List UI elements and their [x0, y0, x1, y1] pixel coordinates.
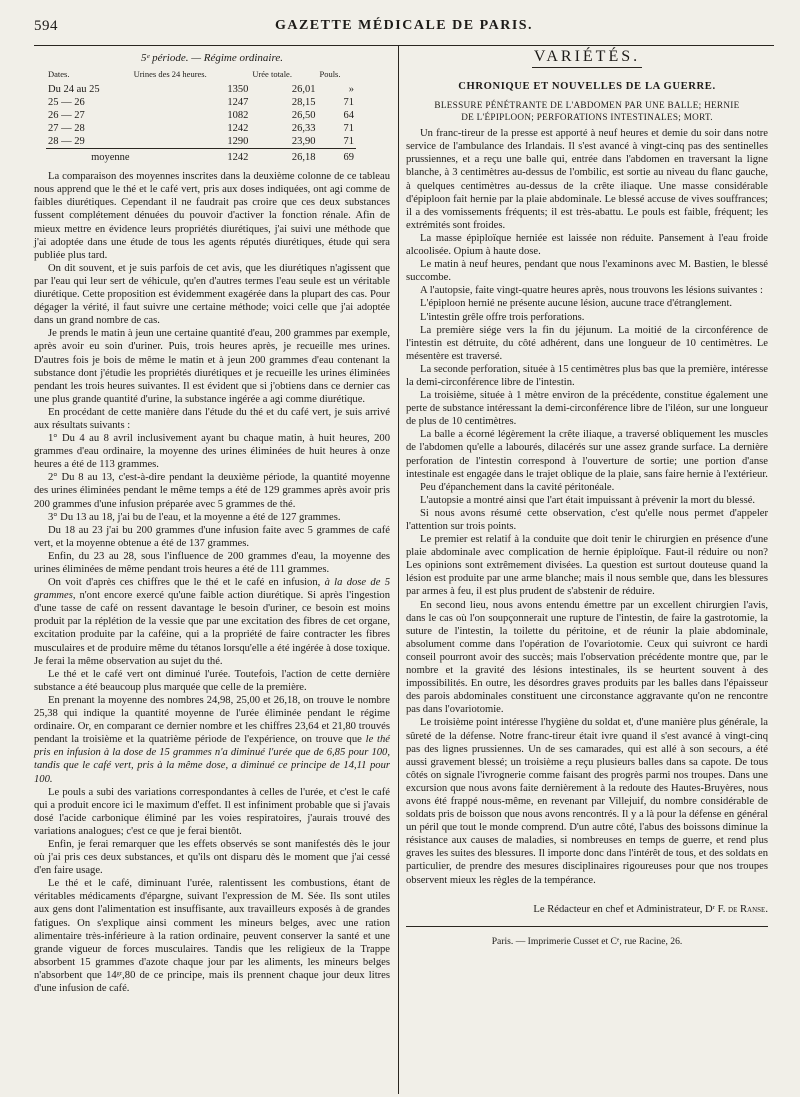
table-header: Urée totale.	[252, 69, 292, 80]
paragraph: Le thé et le café, diminuant l'urée, ralentissent les combustions, étant de véritables médicaments d'épargne, suivant l'expression de M. Sée. Ils sont utiles aux gens dont l'alimentation est insuffisante, aux travailleurs exposés à de grandes fatigues. On s'explique ainsi comment les mineurs belges, avec une ration alimentaire très-inférieure à la ration ordinaire, peuvent conserver la santé et une grande vigueur de forces musculaires. Tandis que les religieux de la Trappe absorbent 15 grammes d'azote chaque jour par les aliments, les mineurs belges n'absorbent que 14ᵍʳ,80 de ce principe, mais ils prennent chaque jour deux litres d'une infusion de café.	[34, 878, 390, 994]
table-header: Pouls.	[319, 69, 341, 80]
table-cell: Du 24 au 25	[48, 84, 100, 96]
paragraph: 1° Du 4 au 8 avril inclusivement ayant bu chaque matin, à huit heures, 200 grammes d'eau ordinaire, la moyenne des urines éliminées de huit heures à onze heures a été de 113 grammes.	[34, 433, 390, 471]
table-row	[46, 96, 356, 109]
article-heading-line: BLESSURE PÉNÉTRANTE DE L'ABDOMEN PAR UNE BALLE; HERNIE	[434, 100, 740, 111]
paragraph: L'épiploon hernié ne présente aucune lésion, aucune trace d'étranglement.	[420, 298, 733, 310]
table-row	[46, 122, 356, 135]
paragraph: La masse épiploïque herniée est laissée non réduite. Pansement à l'eau froide alcoolisée. Opium à haute dose.	[406, 232, 768, 258]
table-cell: 69	[343, 152, 354, 164]
table-cell: 23,90	[291, 136, 316, 148]
signature-name: F. de Ranse.	[717, 903, 768, 915]
table-cell: 25 — 26	[48, 97, 85, 109]
paragraph: Du 18 au 23 j'ai bu 200 grammes d'une infusion faite avec 5 grammes de café vert, et la moyenne obtenue a été de 137 grammes.	[34, 524, 390, 549]
section-title: VARIÉTÉS.	[533, 48, 641, 65]
table-cell: 71	[343, 136, 354, 148]
table-cell: 71	[343, 123, 354, 135]
table-cell: 26,01	[291, 84, 316, 96]
paragraph: Le premier est relatif à la conduite que doit tenir le chirurgien en présence d'une plaie abdominale avec complication de hernie épiploïque. Faut-il réduire ou non? Les opinions sont extrêmement divisées. La question est surtout douteuse quand la lésion est produite par une arme blanche; mais il nous semble que, dans les blessures par armes à feu, il est plus prudent de s'abstenir de réduire.	[406, 534, 768, 598]
paragraph: 2° Du 8 au 13, c'est-à-dire pendant la deuxième période, la quantité moyenne des urines éliminées pendant le même temps a été de 129 grammes après avoir pris 200 grammes d'une infusion préparée avec 5 grammes de thé.	[34, 472, 390, 510]
left-column	[34, 48, 390, 995]
right-column	[406, 48, 768, 948]
paragraph: Le matin à neuf heures, pendant que nous l'examinons avec M. Bastien, le blessé succombe.	[406, 259, 768, 284]
paragraph: Peu d'épanchement dans la cavité péritonéale.	[420, 481, 615, 493]
article-heading	[406, 99, 768, 123]
table-cell: 27 — 28	[48, 123, 85, 135]
table-cell: 26,18	[291, 152, 316, 164]
paragraph: La seconde perforation, située à 15 centimètres plus bas que la première, intéresse la demi-circonférence libre de l'intestin.	[406, 363, 768, 388]
paragraph: 3° Du 13 au 18, j'ai bu de l'eau, et la moyenne a été de 127 grammes.	[48, 511, 341, 523]
paragraph: Enfin, du 23 au 28, sous l'influence de 200 grammes d'eau, la moyenne des urines éliminées de même pendant trois heures a été de 111 grammes.	[34, 550, 390, 575]
paragraph: En procédant de cette manière dans l'étude du thé et du café vert, je suis arrivé aux résultats suivants :	[34, 406, 390, 431]
paragraph: Un franc-tireur de la presse est apporté à neuf heures et demie du soir dans notre service de l'ambulance des Irlandais. Il s'est avancé à vingt-cinq pas des sentinelles prussiennes, et a reçu une balle qui, entrée dans l'abdomen en traversant la ligne blanche, à 3 centimètres au-dessus de l'ombilic, est sortie au niveau du flanc gauche, à quelques centimètres au-dessus de la crête iliaque. Une masse considérable d'épiploon fait hernie par la plaie abdominale. Le blessé accuse de vives souffrances; il a des vomissements fréquents; il est très-abattu. Le pouls est faible, fréquent; les extrémités sont froides.	[406, 128, 768, 231]
table-average-row	[46, 149, 356, 164]
period-title: 5ᵉ période. — Régime ordinaire.	[141, 52, 283, 64]
imprint-rule	[406, 926, 768, 927]
text-run: , n'ont encore exercé qu'une faible action diurétique. Si après l'ingestion d'une tasse de café on ressent davantage le besoin d'uriner, ce besoin est moins produit par la réplétion de la vessie que par une excitation des fibres de cet organe, excitation produite par la caféine, qui a la propriété de faire contracter les fibres musculaires et de produire même du tétanos lorsqu'elle a été ingérée à dose toxique. Je ferai la même observation au sujet du thé.	[34, 590, 390, 667]
paragraph: En second lieu, nous avons entendu émettre par un excellent chirurgien l'avis, dans le cas où l'on soupçonnerait une rupture de l'intestin, de faire la gastrotomie, la suture de l'intestin, la toilette du péritoine, et de réunir la plaie abdominale, absolument comme dans l'opération de l'ovariotomie. Ceux qui suivront ce hardi conseil pourront avoir des succès; mais l'observation précédente montre que, par le nombre et la gravité des lésions intestinales, ils se heurtent souvent à des impossibilités. En outre, les désordres graves produits par les balles dans l'épaisseur des parois abdominales constituent une circonstance aggravante qu'on ne rencontre pas dans l'ovariotomie.	[406, 599, 768, 716]
table-cell: 26,33	[291, 123, 316, 135]
table-row	[46, 83, 356, 96]
table-cell: 28 — 29	[48, 136, 85, 148]
article-heading-line: DE L'ÉPIPLOON; PERFORATIONS INTESTINALES; MORT.	[461, 112, 713, 123]
paragraph	[34, 576, 390, 668]
paragraph: La comparaison des moyennes inscrites dans la deuxième colonne de ce tableau nous apprend que le thé et le café vert, pris aux doses indiquées, ont agi comme de faibles diurétiques. Cependant il ne faudrait pas croire que ces deux substances fussent complétement dénuées du pouvoir d'activer la fonction rénale. Afin de mieux mettre en évidence leurs propriétés diurétiques, j'ai suivi une méthode que j'ai adoptée dans une étude de tous les agents réputés diurétiques, étude qui sera publiée plus tard.	[34, 171, 390, 261]
table-cell: 1242	[227, 152, 249, 164]
table-cell: 1290	[227, 136, 249, 148]
paragraph: A l'autopsie, faite vingt-quatre heures après, nous trouvons les lésions suivantes :	[420, 285, 763, 297]
text-run: On voit d'après ces chiffres que le thé et le café en infusion,	[48, 577, 321, 589]
paragraph: Je prends le matin à jeun une certaine quantité d'eau, 200 grammes par exemple, après avoir eu soin d'uriner. Puis, trois heures après, je recueille mes urines. D'autres fois je bois de même le matin et à jeun 200 grammes d'eau contenant la substance dont j'étudie les propriétés diurétiques et je recueille les urines éliminées pendant les trois heures suivantes. Il est évident que si j'obtiens dans ce dernier cas une plus grande quantité d'urine, la substance ingérée a agi comme diurétique.	[34, 328, 390, 405]
signature	[406, 903, 768, 916]
diuresis-table	[46, 68, 356, 164]
paragraph: La troisième, située à 1 mètre environ de la précédente, constitue également une perte de substance intéressant la demi-circonférence libre de l'iléon, sur une longueur de plus de 10 centimètres.	[406, 390, 768, 428]
table-cell: 1350	[227, 84, 249, 96]
table-row	[46, 109, 356, 122]
table-cell: 64	[343, 110, 354, 122]
table-cell: 1242	[227, 123, 249, 135]
paragraph: Le pouls a subi des variations correspondantes à celles de l'urée, et c'est le café qui a produit encore ici le maximum d'effet. Il est infiniment probable que si j'avais dosé l'acide carbonique éliminé par les voies respiratoires, j'aurais trouvé des variations analogues; c'est ce que je ferai bientôt.	[34, 786, 390, 837]
paragraph: L'intestin grêle offre trois perforations.	[420, 311, 585, 323]
imprint: Paris. — Imprimerie Cusset et Cᵉ, rue Racine, 26.	[491, 935, 683, 947]
paragraph: On dit souvent, et je suis parfois de cet avis, que les diurétiques n'agissent que par l'eau qui leur sert de véhicule, qu'en d'autres termes l'eau seule est un véritable diurétique. Cette proposition est évidemment exagérée dans la plupart des cas. Pour dégager la vérité, il faut suivre une certaine méthode; voici celle que j'ai adoptée dans un grand nombre de cas.	[34, 262, 390, 327]
page-number: 594	[34, 18, 58, 34]
header-rule	[34, 45, 774, 46]
paragraph: Enfin, je ferai remarquer que les effets observés se sont manifestés dès le jour où j'ai pris ces deux substances, et qu'ils ont disparu dès le moment que j'ai cessé d'en faire usage.	[34, 838, 390, 877]
subsection-title: CHRONIQUE ET NOUVELLES DE LA GUERRE.	[458, 81, 716, 93]
table-cell: moyenne	[91, 152, 130, 164]
table-header: Urines des 24 heures.	[133, 69, 207, 80]
table-header-row	[46, 68, 356, 83]
table-cell: 26 — 27	[48, 110, 85, 122]
text-run: En prenant la moyenne des nombres 24,98, 25,00 et 26,18, on trouve le nombre 25,38 qui indique la quantité moyenne de l'urée éliminée pendant le régime ordinaire. Or, en comparant ce dernier nombre et les chiffres 23,64 et 21,80 trouvés pendant la troisième et la quatrième période de l'expérience, on trouve que	[34, 694, 390, 746]
paragraph: L'autopsie a montré ainsi que l'art était impuissant à prévenir la mort du blessé.	[420, 494, 756, 506]
table-cell: 1247	[227, 97, 249, 109]
paragraph	[34, 694, 390, 786]
page-header	[34, 12, 774, 38]
journal-title: GAZETTE MÉDICALE DE PARIS.	[274, 18, 534, 33]
table-cell: 71	[343, 97, 354, 109]
column-divider	[398, 46, 399, 1094]
table-cell: »	[348, 84, 354, 96]
italic-text: le thé pris en infusion à la dose de 15 grammes n'a diminué l'urée que de 6,85 pour 100, tandis que le café vert, pris à la même dose, a diminué ce principe de 14,11 pour 100.	[34, 734, 390, 785]
signature-prefix: Le Rédacteur en chef et Administrateur, Dʳ	[533, 903, 716, 915]
paragraph: Si nous avons résumé cette observation, c'est qu'elle nous permet d'appeler l'attention sur trois points.	[406, 507, 768, 532]
table-cell: 1082	[227, 110, 249, 122]
table-cell: 28,15	[291, 97, 316, 109]
paragraph: Le thé et le café vert ont diminué l'urée. Toutefois, l'action de cette dernière substance a été beaucoup plus marquée que celle de la première.	[34, 668, 390, 693]
table-cell: 26,50	[291, 110, 316, 122]
paragraph: Le troisième point intéresse l'hygiène du soldat et, d'une manière plus générale, la sûreté de la défense. Notre franc-tireur était ivre quand il s'est avancé à vingt-cinq pas des lignes prussiennes. Un de ses camarades, qui est allé à son secours, a été aussi gravement blessé; un troisième a reçu plusieurs balles dans sa capote. De tous côtés on signale l'ivrognerie comme faisant des progrès parmi nos troupes. Dans une excursion que nous avons faite dernièrement à la redoute des Hautes-Bruyères, nous avons été frappé nous-même, en revenant par Villejuif, du nombre considérable de soldats pris de boisson que nous avons rencontrés. Il y a là pour la défense en général un péril que tout le monde comprend. D'un autre côté, l'abus des boissons diminue la résistance aux causes de maladies, si nombreuses en temps de guerre, et rend plus graves les suites des blessures. Il importe donc dans l'intérêt de tous, et des soldats en particulier, de prendre des mesures disciplinaires rigoureuses pour que nos troupes observent mieux les règles de la tempérance.	[406, 717, 768, 886]
paragraph: La balle a écorné légèrement la crête iliaque, a traversé obliquement les muscles de l'abdomen qu'elle a labourés, dilacérés sur une assez grande surface. La dernière perforation de l'intestin correspond à l'ouverture de sortie; une portion d'anse intestinale est engagée dans le trajet oblique de la plaie, sans faire hernie à l'extérieur.	[406, 429, 768, 480]
paragraph: La première siége vers la fin du jéjunum. La moitié de la circonférence de l'intestin est détruite, du côté adhérent, dans une longueur de 10 centimètres. Le mésentère est traversé.	[406, 324, 768, 362]
section-rule	[532, 67, 642, 68]
italic-text: à la dose de 5 grammes	[34, 577, 390, 602]
table-header: Dates.	[48, 69, 70, 80]
table-row	[46, 135, 356, 149]
